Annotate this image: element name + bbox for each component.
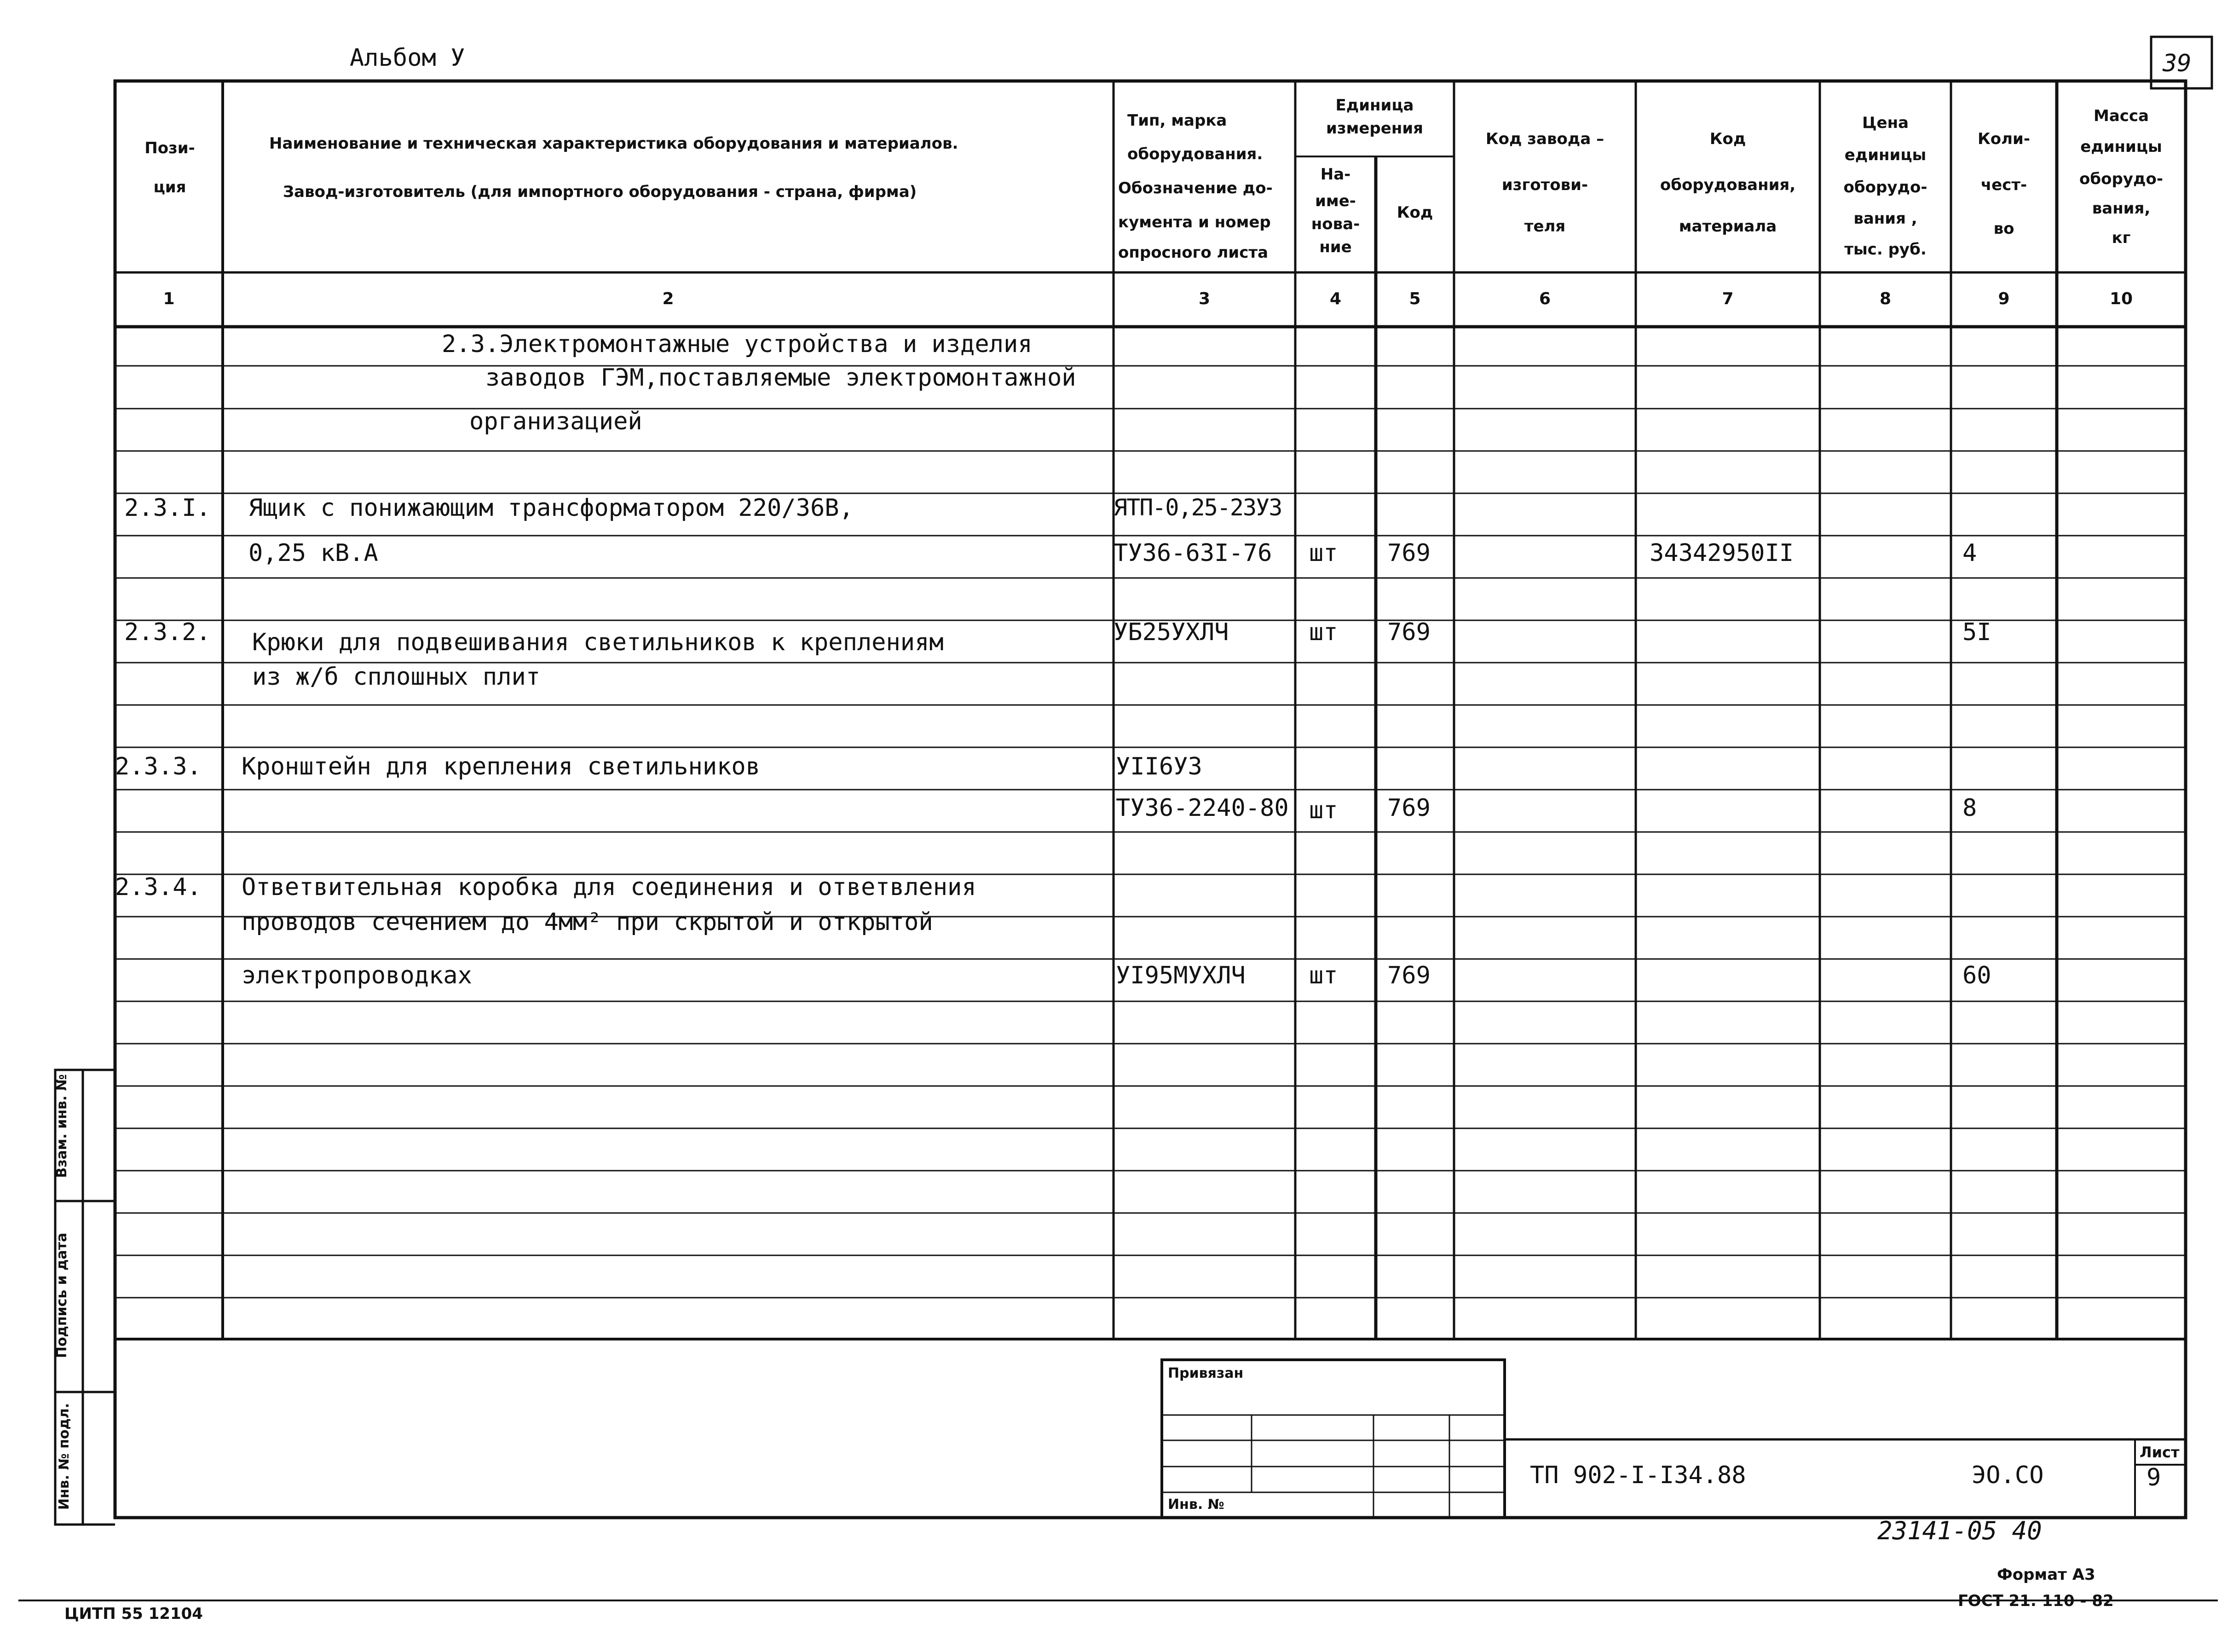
item1-name-line1: Ящик с понижающим трансформатором 220/36В, <box>248 494 854 522</box>
header-col7-line3: материала <box>1679 217 1777 236</box>
item1-position: 2.3.I. <box>124 494 211 522</box>
format-label: Формат А3 <box>1997 1565 2095 1584</box>
item1-name-line2: 0,25 кВ.А <box>248 539 378 567</box>
header-col10-line5: кг <box>2112 229 2131 247</box>
header-col3-line2: оборудования. <box>1127 145 1263 163</box>
title-block-inv-no: Инв. № <box>1168 1496 1224 1513</box>
header-col4-line1: На- <box>1320 165 1351 184</box>
handwritten-inventory-number: 23141-05 40 <box>1877 1516 2042 1545</box>
item2-code: 769 <box>1387 618 1431 646</box>
item1-code: 769 <box>1387 539 1431 567</box>
item1-unit: шт <box>1309 539 1338 567</box>
header-col8-line5: тыс. руб. <box>1844 240 1927 259</box>
section-title-line1: 2.3.Электромонтажные устройства и изделия <box>442 330 1033 358</box>
item3-type-line2: ТУ36-2240-80 <box>1116 794 1289 822</box>
header-unit-line1: Единица <box>1335 96 1414 115</box>
header-col10-line3: оборудо- <box>2079 170 2163 188</box>
stamp-vzam-inv: Взам. инв. № <box>54 1074 70 1178</box>
item2-position: 2.3.2. <box>124 618 211 646</box>
title-block-privyazan: Привязан <box>1168 1365 1244 1381</box>
item4-name-line3: электропроводках <box>242 962 472 989</box>
item3-quantity: 8 <box>1962 794 1977 822</box>
item2-unit: шт <box>1309 618 1338 646</box>
item1-quantity: 4 <box>1962 539 1977 567</box>
album-label: Альбом У <box>350 44 465 72</box>
item3-unit: шт <box>1309 797 1338 824</box>
header-col8-line4: вания , <box>1853 209 1917 228</box>
header-col4-line4: ние <box>1319 238 1352 256</box>
header-col7-line2: оборудования, <box>1660 176 1796 194</box>
item1-equipment-code: 34342950II <box>1650 539 1794 567</box>
header-col1-line1: Пози- <box>144 139 195 157</box>
header-col2-line1: Наименование и техническая характеристика оборудования и материалов. <box>269 134 958 153</box>
header-col7-line1: Код <box>1709 130 1746 148</box>
item3-type-line1: УII6УЗ <box>1116 753 1202 780</box>
item4-position: 2.3.4. <box>115 873 202 901</box>
citp-label: ЦИТП 55 12104 <box>64 1605 203 1623</box>
item1-type-line2: ТУ36-63I-76 <box>1114 539 1272 567</box>
header-col4-line3: нова- <box>1311 215 1360 233</box>
item4-name-line1: Ответвительная коробка для соединения и ответвления <box>242 873 976 901</box>
header-col9-line2: чест- <box>1980 176 2027 194</box>
item4-quantity: 60 <box>1962 962 1991 989</box>
item2-name-line2: из ж/б сплошных плит <box>252 663 541 691</box>
header-col2-line2: Завод-изготовитель (для импортного оборудования - страна, фирма) <box>283 183 917 201</box>
header-col10-line4: вания, <box>2092 199 2151 218</box>
header-col4-line2: име- <box>1315 192 1356 210</box>
item2-type: УБ25УХЛЧ <box>1114 618 1229 646</box>
header-col3-line4: кумента и номер <box>1118 213 1271 231</box>
item3-code: 769 <box>1387 794 1431 822</box>
title-block-sheet-number: 9 <box>2147 1464 2161 1491</box>
item2-quantity: 5I <box>1962 618 1991 646</box>
column-number-5: 5 <box>1409 289 1421 308</box>
item2-name-line1: Крюки для подвешивания светильников к креплениям <box>252 629 944 656</box>
header-col3-line3: Обозначение до- <box>1118 179 1273 197</box>
column-number-7: 7 <box>1722 289 1734 308</box>
header-col5: Код <box>1396 203 1433 222</box>
stamp-signature-date: Подпись и дата <box>54 1232 70 1358</box>
header-col3-line5: опросного листа <box>1118 243 1269 262</box>
page-number: 39 <box>2163 50 2192 77</box>
title-block-mark: ЭО.СО <box>1972 1461 2044 1489</box>
column-number-6: 6 <box>1539 289 1551 308</box>
stamp-inv-original: Инв. № подл. <box>56 1403 72 1510</box>
header-col1-line2: ция <box>153 178 186 196</box>
header-col8-line1: Цена <box>1862 114 1909 132</box>
title-block-sheet-label: Лист <box>2140 1444 2180 1461</box>
column-number-9: 9 <box>1998 289 2010 308</box>
title-block-doc-code: ТП 902-I-I34.88 <box>1530 1461 1746 1489</box>
item4-unit: шт <box>1309 962 1338 989</box>
header-col9-line3: во <box>1993 219 2014 238</box>
header-col6-line2: изготови- <box>1501 176 1588 194</box>
item4-name-line2: проводов сечением до 4мм² при скрытой и открытой <box>242 908 933 936</box>
section-title-line2: заводов ГЭМ,поставляемые электромонтажной <box>485 364 1076 392</box>
item4-type: УI95МУХЛЧ <box>1116 962 1246 989</box>
column-number-1: 1 <box>163 289 175 308</box>
section-title-line3: организацией <box>469 408 642 435</box>
column-number-10: 10 <box>2109 289 2133 308</box>
column-number-3: 3 <box>1198 289 1211 308</box>
item1-type-line1: ЯТП-0,25-23УЗ <box>1114 494 1282 521</box>
item3-position: 2.3.3. <box>115 753 202 780</box>
item4-code: 769 <box>1387 962 1431 989</box>
header-col8-line3: оборудо- <box>1843 178 1927 196</box>
header-col10-line2: единицы <box>2080 138 2162 156</box>
header-col8-line2: единицы <box>1844 146 1927 164</box>
header-col6-line1: Код завода – <box>1485 130 1604 148</box>
header-unit-line2: измерения <box>1326 119 1423 138</box>
column-number-2: 2 <box>662 289 674 308</box>
item3-name: Кронштейн для крепления светильников <box>242 753 761 780</box>
gost-label: ГОСТ 21. 110 - 82 <box>1958 1592 2114 1610</box>
column-number-4: 4 <box>1329 289 1342 308</box>
header-col3-line1: Тип, марка <box>1127 111 1227 130</box>
column-number-8: 8 <box>1879 289 1892 308</box>
header-col10-line1: Масса <box>2093 107 2149 125</box>
header-col6-line3: теля <box>1524 217 1566 236</box>
header-col9-line1: Коли- <box>1978 130 2030 148</box>
